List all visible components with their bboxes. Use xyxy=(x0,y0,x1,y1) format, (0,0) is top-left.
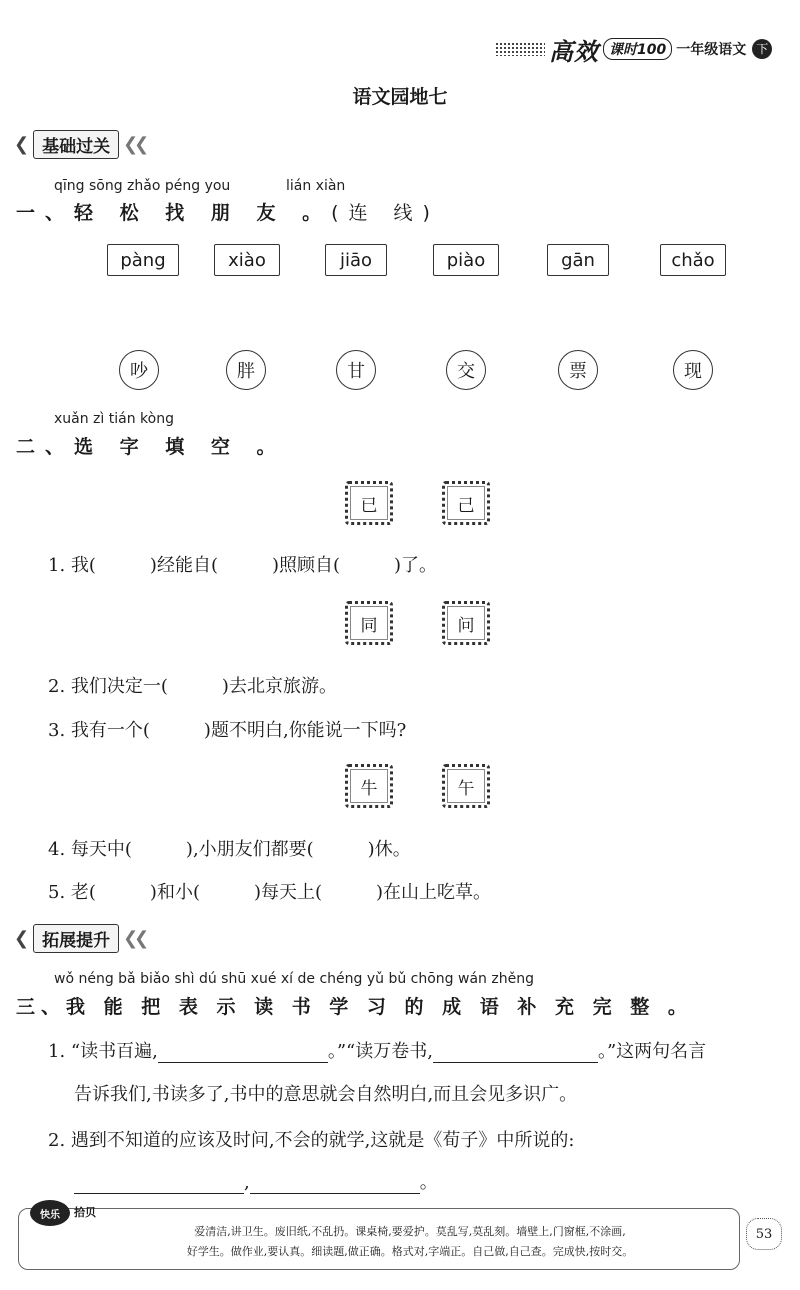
q2-item-3: 3. 我有一个( )题不明白,你能说一下吗? xyxy=(48,720,407,741)
q3-item2-blanks xyxy=(74,1168,438,1194)
char-circle[interactable]: 现 xyxy=(673,350,713,390)
header-dots xyxy=(495,42,545,56)
header-bar xyxy=(495,36,785,66)
char-circle[interactable]: 胖 xyxy=(226,350,266,390)
pinyin-box[interactable]: piào xyxy=(433,244,499,276)
footer-line-2: 好学生。做作业,要认真。细读题,做正确。格式对,字端正。自己做,自己查。完成快,按时交。 xyxy=(186,1245,634,1258)
footer-text xyxy=(110,1222,710,1262)
footer-line-1: 爱清洁,讲卫生。废旧纸,不乱扔。课桌椅,要爱护。莫乱写,莫乱刻。墙壁上,门窗框,不涂画, xyxy=(194,1225,626,1238)
q3-item2-sep: , xyxy=(244,1172,250,1193)
double-left-chevron-icon: ❮❮ xyxy=(123,928,146,949)
q2-item-4: 4. 每天中( ),小朋友们都要( )休。 xyxy=(48,839,411,860)
grade-badge: 下 xyxy=(752,39,772,59)
char-circle[interactable]: 吵 xyxy=(119,350,159,390)
q3-item1-line2: 告诉我们,书读多了,书中的意思就会自然明白,而且会见多识广。 xyxy=(74,1084,578,1105)
choice-char-box: 午 xyxy=(442,764,490,808)
char-circle[interactable]: 甘 xyxy=(336,350,376,390)
section-label: 拓展提升 xyxy=(33,924,119,953)
q1-pinyin-a: qīng sōng zhǎo péng you xyxy=(54,178,231,194)
pinyin-box[interactable]: gān xyxy=(547,244,609,276)
choice-char-box: 同 xyxy=(345,601,393,645)
pinyin-box[interactable]: xiào xyxy=(214,244,280,276)
brand-title: 高效 xyxy=(549,37,599,66)
q2-heading: 二、选 字 填 空 。 xyxy=(16,436,286,458)
footer-logo: 快乐 xyxy=(30,1200,70,1226)
double-left-chevron-icon: ❮❮ xyxy=(123,134,146,155)
q3-item2-end: 。 xyxy=(419,1172,438,1193)
left-chevron-icon: ❮ xyxy=(14,928,30,949)
answer-blank[interactable] xyxy=(158,1044,328,1063)
section-tag-basic xyxy=(14,130,145,159)
section-label: 基础过关 xyxy=(33,130,119,159)
q2-item-5: 5. 老( )和小( )每天上( )在山上吃草。 xyxy=(48,882,492,903)
answer-blank[interactable] xyxy=(433,1044,598,1063)
answer-blank[interactable] xyxy=(74,1175,244,1194)
choice-char-box: 牛 xyxy=(345,764,393,808)
q1-pinyin-b: lián xiàn xyxy=(286,178,346,194)
page-number: 53 xyxy=(746,1218,782,1250)
pinyin-box[interactable]: pàng xyxy=(107,244,179,276)
choice-char-box: 己 xyxy=(442,481,490,525)
q3-item1-c: 。”这两句名言 xyxy=(597,1041,707,1062)
q2-item-1: 1. 我( )经能自( )照顾自( )了。 xyxy=(48,555,438,576)
q3-item1-b: 。”“读万卷书, xyxy=(327,1041,433,1062)
q1-heading-row xyxy=(16,198,440,225)
q1-heading: 一、轻 松 找 朋 友 。 xyxy=(16,202,332,224)
q3-heading: 三、我 能 把 表 示 读 书 学 习 的 成 语 补 充 完 整 。 xyxy=(16,996,693,1018)
choice-char-box: 已 xyxy=(345,481,393,525)
q3-item1-a: 1. “读书百遍, xyxy=(48,1041,158,1062)
q2-item-2: 2. 我们决定一( )去北京旅游。 xyxy=(48,676,337,697)
q3-item-2: 2. 遇到不知道的应该及时问,不会的就学,这就是《荀子》中所说的: xyxy=(48,1130,575,1151)
q1-heading-paren: (连 线) xyxy=(331,202,440,224)
page-title: 语文园地七 xyxy=(352,86,448,108)
q3-item-1 xyxy=(48,1037,706,1063)
section-tag-extend xyxy=(14,924,145,953)
pinyin-box[interactable]: chǎo xyxy=(660,244,726,276)
grade-label: 一年级语文 xyxy=(676,42,747,58)
left-chevron-icon: ❮ xyxy=(14,134,30,155)
char-circle[interactable]: 票 xyxy=(558,350,598,390)
q3-pinyin: wǒ néng bǎ biǎo shì dú shū xué xí de chéng yǔ bǔ chōng wán zhěng xyxy=(54,971,534,987)
choice-char-box: 问 xyxy=(442,601,490,645)
answer-blank[interactable] xyxy=(250,1175,420,1194)
char-circle[interactable]: 交 xyxy=(446,350,486,390)
brand-subtitle: 课时100 xyxy=(603,38,672,60)
q2-pinyin: xuǎn zì tián kòng xyxy=(54,411,174,427)
footer-logo-label: 拾贝 xyxy=(74,1206,96,1219)
pinyin-box[interactable]: jiāo xyxy=(325,244,387,276)
